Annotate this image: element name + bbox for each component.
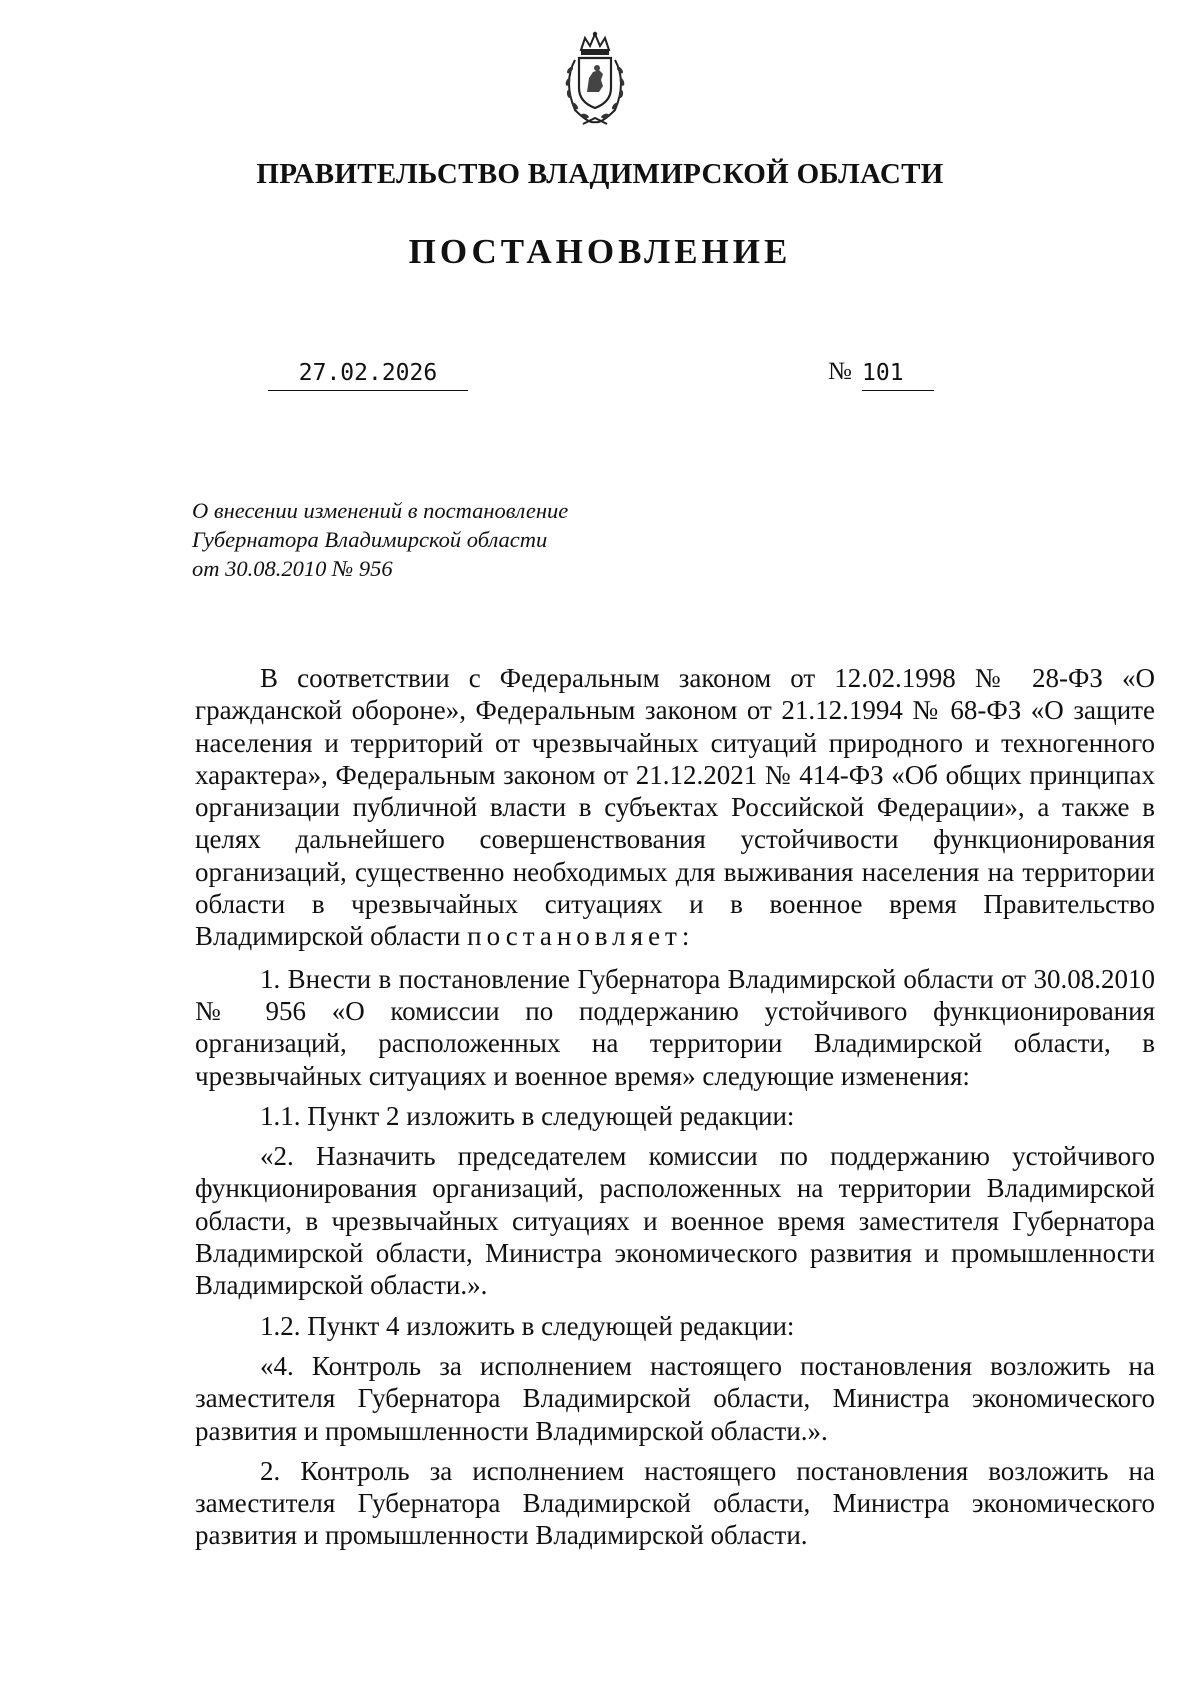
item-1-2-paragraph: 1.2. Пункт 4 изложить в следующей редакции: [260,1310,795,1341]
document-date: 27.02.2026 [268,360,468,391]
document-number: 101 [862,360,934,391]
decree-word: постановляет: [467,921,695,952]
document-subject [192,496,692,583]
preamble-paragraph [195,662,1155,953]
item-1-2-text-paragraph: «4. Контроль за исполнением настоящего постановления возложить на заместителя Губернатора Владимирской области, Министра экономического развития и промышленности Владимирской области.». [195,1350,1155,1446]
item-1-1-paragraph: 1.1. Пункт 2 изложить в следующей редакции: [260,1100,795,1131]
subject-line: Губернатора Владимирской области [192,527,548,552]
subject-line: О внесении изменений в постановление [192,498,569,523]
coat-of-arms-emblem [545,30,645,130]
organization-title: ПРАВИТЕЛЬСТВО ВЛАДИМИРСКОЙ ОБЛАСТИ [256,158,944,190]
number-sign: № [828,358,852,385]
item-2-paragraph: 2. Контроль за исполнением настоящего постановления возложить на заместителя Губернатора Владимирской области, Министра экономического развития и промышленности Владимирской области. [195,1455,1155,1551]
document-type-title: ПОСТАНОВЛЕНИЕ [408,232,792,271]
item-1-1-text-paragraph: «2. Назначить председателем комиссии по поддержанию устойчивого функционирования организаций, расположенных на территории Владимирской области, в чрезвычайных ситуациях и военное время заместителя Губернатора Владимирской области, Министра экономического развития и промышленности Владимирской области.». [195,1141,1155,1301]
item-1-paragraph: 1. Внести в постановление Губернатора Владимирской области от 30.08.2010 № 956 «О комиссии по поддержанию устойчивого функционирования организаций, расположенных на территории Владимирской области, в чрезвычайных ситуациях и военное время» следующие изменения: [195,963,1155,1091]
preamble-text: В соответствии с Федеральным законом от 12.02.1998 № 28-ФЗ «О гражданской обороне», Федеральным законом от 21.12.1994 № 68-ФЗ «О защите населения и территорий от чрезвычайных ситуаций природного и техногенного характера», Федеральным законом от 21.12.2021 № 414-ФЗ «Об общих принципах организации публичной власти в субъектах Российской Федерации», а также в целях дальнейшего совершенствования устойчивости функционирования организаций, существенно необходимых для выживания населения на территории области в чрезвычайных ситуациях и в военное время Правительство Владимирской области [195,663,1155,952]
document-body [195,662,1155,1560]
subject-line: от 30.08.2010 № 956 [192,556,393,581]
